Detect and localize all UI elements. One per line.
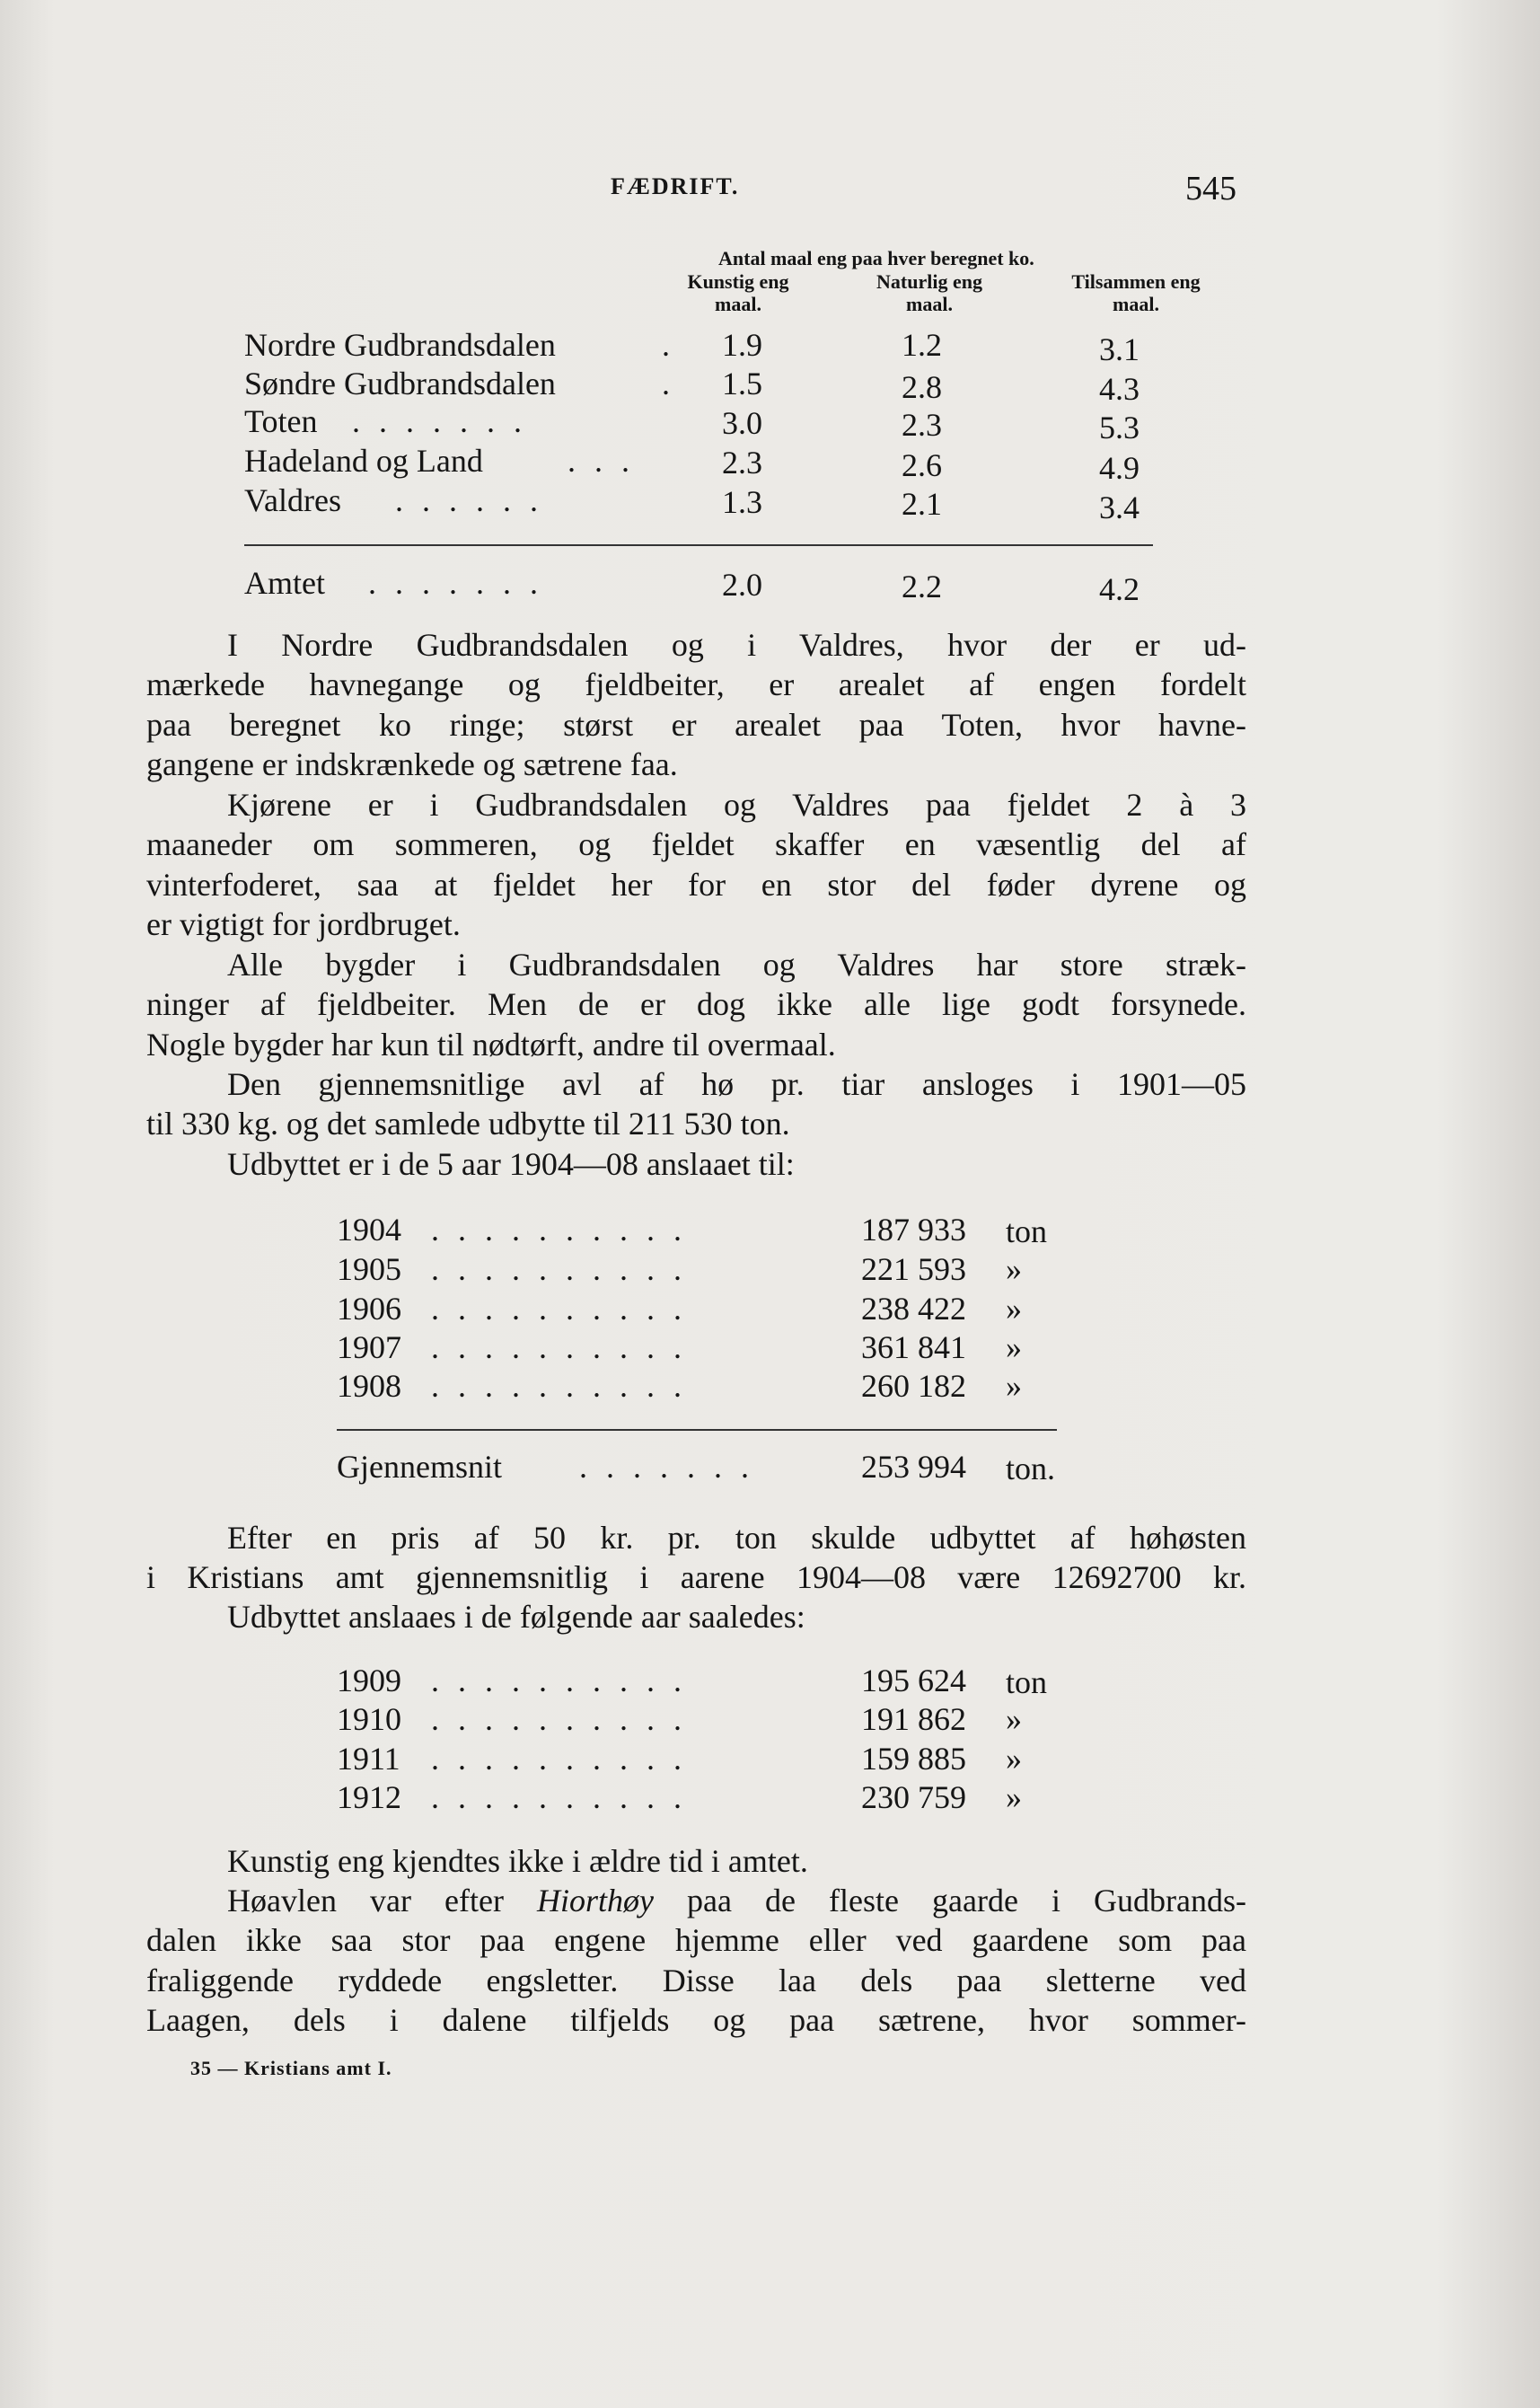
paragraph-kunstig-eng bbox=[146, 1841, 1246, 1881]
text-line bbox=[146, 1881, 1246, 1920]
yield-value: 195 624 bbox=[861, 1663, 966, 1698]
yield-value: 238 422 bbox=[861, 1291, 966, 1327]
yield-year: 1909 bbox=[337, 1663, 401, 1698]
leader-dots: . . . . . . . . . . bbox=[431, 1291, 687, 1327]
text-line: til 330 kg. og det samlede udbytte til 211 530 ton. bbox=[146, 1106, 790, 1142]
paragraph-hoavlen bbox=[146, 1881, 1246, 2041]
text-line: er vigtigt for jordbruget. bbox=[146, 906, 461, 943]
leader-dots: . . . . . . . . . . bbox=[431, 1212, 687, 1248]
yield-unit: » bbox=[1006, 1779, 1022, 1815]
row-label: Toten bbox=[244, 403, 318, 439]
col-tilsammen-name: Tilsammen eng bbox=[1071, 270, 1201, 293]
cell-kunstig: 1.9 bbox=[722, 327, 762, 363]
col-naturlig-unit: maal. bbox=[906, 293, 953, 315]
table1-total-rule bbox=[244, 544, 1153, 546]
cell-tilsammen: 3.4 bbox=[1099, 490, 1140, 525]
paragraph-pris bbox=[146, 1518, 1246, 1598]
yield-value: 159 885 bbox=[861, 1741, 966, 1777]
cell-tilsammen: 4.3 bbox=[1099, 371, 1140, 407]
col-naturlig-name: Naturlig eng bbox=[876, 270, 982, 293]
text-line: Nogle bygder har kun til nødtørft, andre til overmaal. bbox=[146, 1026, 836, 1063]
leader-dots: . . . . . . . . . . bbox=[431, 1701, 687, 1737]
paragraph-anslag-intro bbox=[146, 1597, 1246, 1636]
text-line: dalen ikke saa stor paa engene hjemme eller ved gaardene som paa bbox=[146, 1922, 1246, 1959]
yield-year: 1910 bbox=[337, 1701, 401, 1737]
table1-caption: Antal maal eng paa hver beregnet ko. bbox=[718, 247, 1034, 269]
total-label: Amtet bbox=[244, 565, 325, 601]
leader-dots: . bbox=[662, 366, 675, 401]
average-unit: ton. bbox=[1006, 1451, 1056, 1486]
text-line: Udbyttet anslaaes i de følgende aar saaledes: bbox=[227, 1599, 805, 1635]
text-line: i Kristians amt gjennemsnitlig i aarene 1904—08 være 12692700 kr. bbox=[146, 1559, 1246, 1596]
yield-value: 361 841 bbox=[861, 1329, 966, 1365]
leader-dots: . . . . . . . . . . bbox=[431, 1329, 687, 1365]
yield-value: 221 593 bbox=[861, 1251, 966, 1287]
text-run: Høavlen var efter bbox=[227, 1883, 537, 1918]
yield-year: 1906 bbox=[337, 1291, 401, 1327]
text-line: Kunstig eng kjendtes ikke i ældre tid i amtet. bbox=[227, 1843, 808, 1879]
yield-unit: » bbox=[1006, 1251, 1022, 1287]
printer-signature: 35 — Kristians amt I. bbox=[190, 2057, 392, 2079]
yield-year: 1905 bbox=[337, 1251, 401, 1287]
text-line: Den gjennemsnitlige avl af hø pr. tiar ansloges i 1901—05 bbox=[227, 1066, 1246, 1102]
leader-dots: . . . bbox=[568, 443, 635, 479]
leader-dots: . . . . . . . . . . bbox=[431, 1741, 687, 1777]
yield-value: 260 182 bbox=[861, 1368, 966, 1404]
total-naturlig: 2.2 bbox=[902, 569, 942, 604]
yield-unit: » bbox=[1006, 1368, 1022, 1404]
yield-year: 1912 bbox=[337, 1779, 401, 1815]
average-label: Gjennemsnit bbox=[337, 1449, 502, 1485]
row-label: Valdres bbox=[244, 482, 341, 518]
cell-tilsammen: 5.3 bbox=[1099, 410, 1140, 445]
paragraph-avl bbox=[146, 1064, 1246, 1144]
cell-naturlig: 2.3 bbox=[902, 407, 942, 443]
cell-tilsammen: 3.1 bbox=[1099, 331, 1140, 367]
yield-total-rule bbox=[337, 1429, 1057, 1431]
yield-unit: ton bbox=[1006, 1664, 1048, 1700]
row-label: Søndre Gudbrandsdalen bbox=[244, 366, 556, 401]
text-line: ninger af fjeldbeiter. Men de er dog ikke alle lige godt forsynede. bbox=[146, 986, 1246, 1023]
yield-value: 191 862 bbox=[861, 1701, 966, 1737]
yield-value: 187 933 bbox=[861, 1212, 966, 1248]
yield-year: 1904 bbox=[337, 1212, 401, 1248]
yield-year: 1908 bbox=[337, 1368, 401, 1404]
average-value: 253 994 bbox=[861, 1449, 966, 1485]
cell-naturlig: 1.2 bbox=[902, 327, 942, 363]
yield-year: 1907 bbox=[337, 1329, 401, 1365]
page-number: 545 bbox=[1185, 170, 1236, 207]
leader-dots: . . . . . . . . . . bbox=[431, 1663, 687, 1698]
text-line: fraliggende ryddede engsletter. Disse laa dels paa sletterne ved bbox=[146, 1962, 1246, 1998]
yield-unit: » bbox=[1006, 1701, 1022, 1737]
yield-value: 230 759 bbox=[861, 1779, 966, 1815]
cell-naturlig: 2.6 bbox=[902, 447, 942, 483]
text-line: Udbyttet er i de 5 aar 1904—08 anslaaet til: bbox=[227, 1146, 795, 1182]
text-line: vinterfoderet, saa at fjeldet her for en stor del føder dyrene og bbox=[146, 866, 1246, 903]
text-line: Laagen, dels i dalene tilfjelds og paa sætrene, hvor sommer- bbox=[146, 2002, 1246, 2039]
paragraph-udbytte-intro bbox=[146, 1144, 1246, 1184]
col-tilsammen-unit: maal. bbox=[1113, 293, 1159, 315]
leader-dots: . . . . . . . bbox=[352, 403, 527, 439]
text-line: maaneder om sommeren, og fjeldet skaffer en væsentlig del af bbox=[146, 826, 1246, 863]
cell-kunstig: 1.3 bbox=[722, 484, 762, 520]
leader-dots: . . . . . . . bbox=[368, 565, 543, 601]
yield-unit: » bbox=[1006, 1291, 1022, 1327]
cell-kunstig: 3.0 bbox=[722, 405, 762, 441]
text-line: paa beregnet ko ringe; størst er arealet paa Toten, hvor havne- bbox=[146, 706, 1246, 743]
row-label: Nordre Gudbrandsdalen bbox=[244, 327, 556, 363]
cell-naturlig: 2.1 bbox=[902, 486, 942, 522]
cell-tilsammen: 4.9 bbox=[1099, 450, 1140, 486]
yield-year: 1911 bbox=[337, 1741, 400, 1777]
author-name: Hiorthøy bbox=[536, 1883, 654, 1918]
text-line: Alle bygder i Gudbrandsdalen og Valdres har store stræk- bbox=[227, 947, 1246, 983]
text-line: I Nordre Gudbrandsdalen og i Valdres, hvor der er ud- bbox=[227, 627, 1246, 663]
text-line: gangene er indskrænkede og sætrene faa. bbox=[146, 746, 678, 783]
paragraph-havnegange bbox=[146, 625, 1246, 785]
paragraph-kjorene bbox=[146, 785, 1246, 945]
col-kunstig-unit: maal. bbox=[715, 293, 761, 315]
yield-unit: ton bbox=[1006, 1213, 1048, 1249]
cell-naturlig: 2.8 bbox=[902, 369, 942, 405]
total-kunstig: 2.0 bbox=[722, 567, 762, 603]
text-line: Kjørene er i Gudbrandsdalen og Valdres paa fjeldet 2 à 3 bbox=[227, 787, 1246, 823]
leader-dots: . . . . . . . bbox=[579, 1449, 754, 1485]
running-header: FÆDRIFT. bbox=[611, 173, 740, 199]
text-line: Efter en pris af 50 kr. pr. ton skulde udbyttet af høhøsten bbox=[227, 1520, 1246, 1556]
row-label: Hadeland og Land bbox=[244, 443, 483, 479]
yield-unit: » bbox=[1006, 1741, 1022, 1777]
leader-dots: . . . . . . . . . . bbox=[431, 1368, 687, 1404]
cell-kunstig: 1.5 bbox=[722, 366, 762, 401]
text-run: paa de fleste gaarde i Gudbrands- bbox=[653, 1883, 1246, 1918]
leader-dots: . . . . . . . . . . bbox=[431, 1779, 687, 1815]
total-tilsammen: 4.2 bbox=[1099, 571, 1140, 607]
leader-dots: . bbox=[662, 327, 675, 363]
yield-unit: » bbox=[1006, 1329, 1022, 1365]
col-kunstig-name: Kunstig eng bbox=[687, 270, 789, 293]
leader-dots: . . . . . . . . . . bbox=[431, 1251, 687, 1287]
paragraph-bygder bbox=[146, 945, 1246, 1064]
leader-dots: . . . . . . bbox=[395, 482, 543, 518]
text-line: mærkede havnegange og fjeldbeiter, er arealet af engen fordelt bbox=[146, 666, 1246, 703]
cell-kunstig: 2.3 bbox=[722, 445, 762, 481]
